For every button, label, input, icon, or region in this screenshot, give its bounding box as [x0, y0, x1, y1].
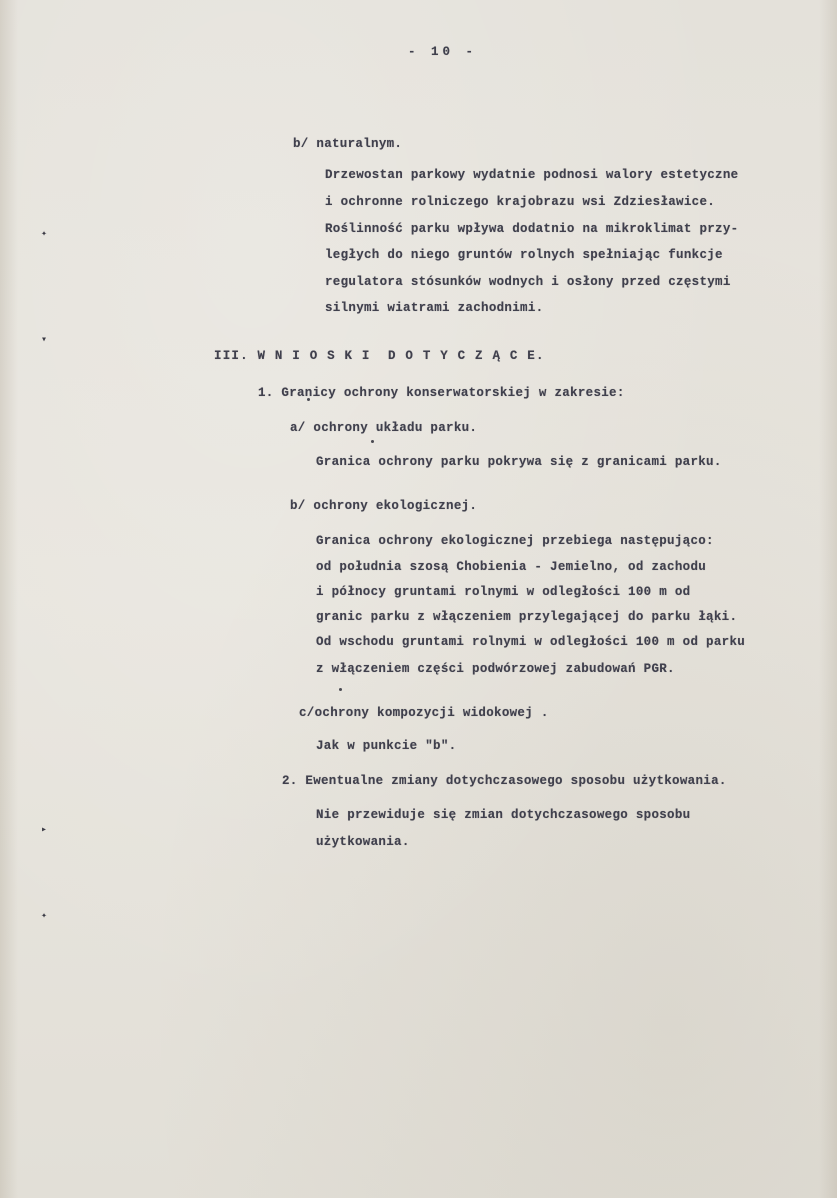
- paragraph-line: Drzewostan parkowy wydatnie podnosi walory estetyczne: [325, 168, 739, 182]
- ink-speck: [339, 688, 342, 691]
- subsection-label: b/ naturalnym.: [293, 137, 403, 151]
- paragraph-line: Granica ochrony parku pokrywa się z granicami parku.: [316, 455, 722, 469]
- list-item: 1. Granicy ochrony konserwatorskiej w zakresie:: [258, 386, 625, 400]
- page-edge-shadow-right: [819, 0, 837, 1198]
- binder-mark-icon: ✦: [41, 911, 48, 922]
- paragraph-line: granic parku z włączeniem przylegającej do parku łąki.: [316, 610, 738, 624]
- paragraph-line: Od wschodu gruntami rolnymi w odległości 100 m od parku: [316, 635, 746, 649]
- ink-speck: [371, 440, 374, 443]
- section-heading: III. W N I O S K I D O T Y C Z Ą C E.: [214, 349, 545, 363]
- paragraph-line: ległych do niego gruntów rolnych spełniając funkcje: [325, 248, 723, 262]
- paragraph-line: od południa szosą Chobienia - Jemielno, od zachodu: [316, 560, 707, 574]
- subsection-label: a/ ochrony układu parku.: [290, 421, 478, 435]
- paragraph-line: Nie przewiduje się zmian dotychczasowego sposobu: [316, 808, 691, 822]
- list-item: 2. Ewentualne zmiany dotychczasowego sposobu użytkowania.: [282, 774, 727, 788]
- binder-mark-icon: ▸: [41, 825, 48, 836]
- paragraph-line: użytkowania.: [316, 835, 410, 849]
- binder-mark-icon: ▾: [41, 335, 48, 346]
- page-number: - 10 -: [408, 45, 478, 59]
- paragraph-line: i ochronne rolniczego krajobrazu wsi Zdziesławice.: [325, 195, 716, 209]
- subsection-label: c/ochrony kompozycji widokowej .: [299, 706, 549, 720]
- paragraph-line: Roślinność parku wpływa dodatnio na mikroklimat przy-: [325, 222, 739, 236]
- paragraph-line: regulatora stósunków wodnych i osłony przed częstymi: [325, 275, 731, 289]
- paragraph-line: Jak w punkcie "b".: [316, 739, 457, 753]
- paragraph-line: z włączeniem części podwórzowej zabudowań PGR.: [316, 662, 675, 676]
- paragraph-line: silnymi wiatrami zachodnimi.: [325, 301, 544, 315]
- paragraph-line: i północy gruntami rolnymi w odległości 100 m od: [316, 585, 691, 599]
- page-edge-shadow-left: [0, 0, 18, 1198]
- subsection-label: b/ ochrony ekologicznej.: [290, 499, 478, 513]
- paragraph-line: Granica ochrony ekologicznej przebiega następująco:: [316, 534, 714, 548]
- binder-mark-icon: ✦: [41, 229, 48, 240]
